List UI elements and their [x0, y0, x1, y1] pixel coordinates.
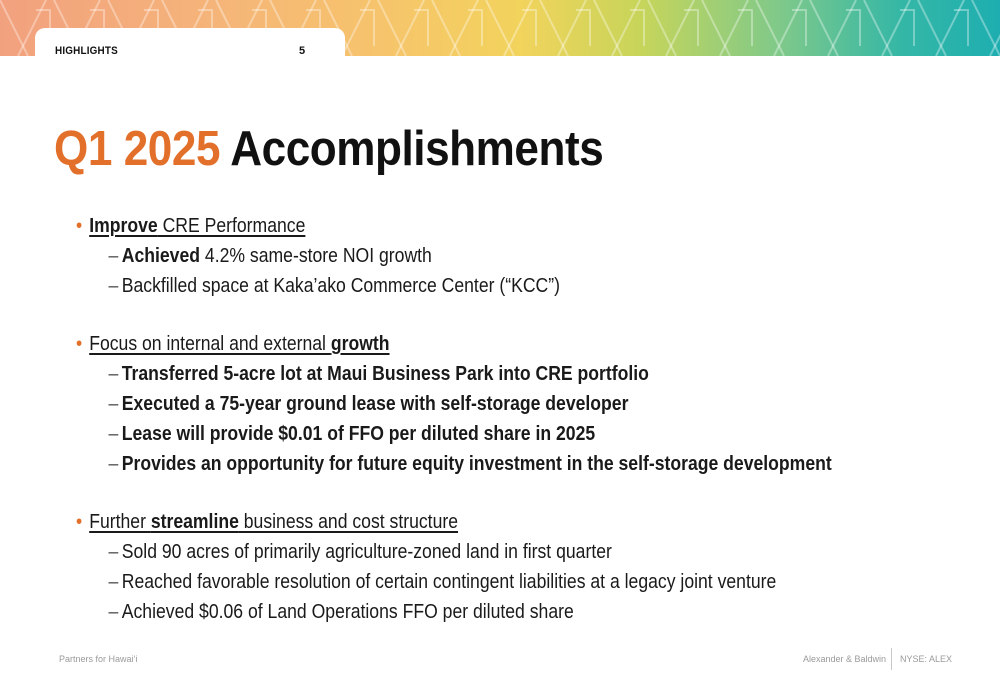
banner-stroke: [972, 0, 1000, 56]
banner-stroke: [558, 0, 586, 56]
banner-stroke: [990, 0, 1000, 56]
sub-bullet-text: Backfilled space at Kaka’ako Commerce Center (“KCC”): [121, 275, 560, 297]
bullet-heading-part: CRE Performance: [157, 215, 306, 237]
bullet-heading-part: Improve: [89, 215, 158, 237]
slide-title: [54, 118, 603, 180]
sub-bullet-list: [76, 537, 868, 627]
banner-stroke: [540, 0, 568, 56]
footer-tagline: Partners for Hawai‘i: [59, 654, 138, 664]
sub-bullet-text: 4.2% same-store NOI growth: [200, 245, 432, 267]
bullet-dot-icon: •: [76, 511, 83, 533]
footer-divider: [891, 648, 892, 670]
sub-bullet-item: [109, 419, 868, 449]
sub-bullet-item: [109, 449, 868, 479]
sub-bullet-item: [109, 567, 868, 597]
banner-stroke: [882, 0, 910, 56]
banner-stroke: [666, 0, 694, 56]
banner-stroke: [378, 0, 406, 56]
title-main: Accomplishments: [230, 122, 604, 176]
bullet-dot-icon: •: [76, 215, 83, 237]
bullet-list: [76, 212, 868, 656]
footer-company: Alexander & Baldwin: [802, 654, 886, 664]
banner-stroke: [504, 0, 532, 56]
dash-icon: –: [108, 541, 119, 563]
bullet-heading: [76, 330, 868, 359]
sub-bullet-text: Sold 90 acres of primarily agriculture-zoned land in first quarter: [121, 541, 612, 563]
bullet-group: [76, 508, 868, 627]
banner-stroke: [612, 0, 640, 56]
banner-stroke: [702, 0, 730, 56]
dash-icon: –: [108, 453, 119, 475]
sub-bullet-bold-text: Lease will provide $0.01 of FFO per diluted share in 2025: [121, 423, 596, 445]
banner-stroke: [918, 0, 946, 56]
bullet-group: [76, 212, 868, 301]
bullet-heading-text: [89, 333, 389, 355]
dash-icon: –: [108, 423, 119, 445]
sub-bullet-item: [109, 241, 868, 271]
sub-bullet-text: Achieved $0.06 of Land Operations FFO per diluted share: [121, 601, 574, 623]
bullet-dot-icon: •: [76, 333, 83, 355]
sub-bullet-item: [109, 271, 868, 301]
banner-stroke: [756, 0, 784, 56]
banner-stroke: [432, 0, 460, 56]
sub-bullet-list: [76, 359, 868, 479]
banner-stroke: [396, 0, 424, 56]
title-accent: Q1 2025: [54, 122, 221, 176]
section-label: HIGHLIGHTS: [55, 45, 118, 57]
banner-stroke: [864, 0, 892, 56]
banner-stroke: [450, 0, 478, 56]
bullet-heading-text: [89, 511, 458, 533]
page-number: 5: [299, 45, 306, 57]
banner-stroke: [810, 0, 838, 56]
dash-icon: –: [108, 601, 119, 623]
banner-stroke: [720, 0, 748, 56]
banner-stroke: [486, 0, 514, 56]
bullet-heading-part: Further: [89, 511, 151, 533]
banner-stroke: [774, 0, 802, 56]
sub-bullet-bold-text: Achieved: [121, 245, 201, 267]
banner-stroke: [342, 0, 370, 56]
sub-bullet-item: [109, 389, 868, 419]
sub-bullet-item: [109, 537, 868, 567]
banner-stroke: [828, 0, 856, 56]
bullet-heading-part: streamline: [150, 511, 239, 533]
bullet-heading: [76, 212, 868, 241]
bullet-group: [76, 330, 868, 479]
footer-ticker: NYSE: ALEX: [900, 654, 953, 664]
dash-icon: –: [108, 275, 119, 297]
bullet-heading-part: business and cost structure: [238, 511, 459, 533]
banner-stroke: [936, 0, 964, 56]
dash-icon: –: [108, 245, 119, 267]
sub-bullet-bold-text: Transferred 5-acre lot at Maui Business Park into CRE portfolio: [121, 363, 649, 385]
bullet-heading-part: growth: [330, 333, 390, 355]
bullet-heading-text: [89, 215, 305, 237]
dash-icon: –: [108, 571, 119, 593]
bullet-heading-part: Focus on internal and external: [89, 333, 331, 355]
banner-stroke: [648, 0, 676, 56]
sub-bullet-bold-text: Provides an opportunity for future equity investment in the self-storage development: [121, 453, 832, 475]
dash-icon: –: [108, 393, 119, 415]
banner-stroke: [0, 0, 28, 56]
sub-bullet-item: [109, 359, 868, 389]
sub-bullet-list: [76, 241, 868, 301]
banner-stroke: [594, 0, 622, 56]
bullet-heading: [76, 508, 868, 537]
sub-bullet-text: Reached favorable resolution of certain contingent liabilities at a legacy joint venture: [121, 571, 777, 593]
dash-icon: –: [108, 363, 119, 385]
sub-bullet-item: [109, 597, 868, 627]
sub-bullet-bold-text: Executed a 75-year ground lease with self-storage developer: [121, 393, 629, 415]
